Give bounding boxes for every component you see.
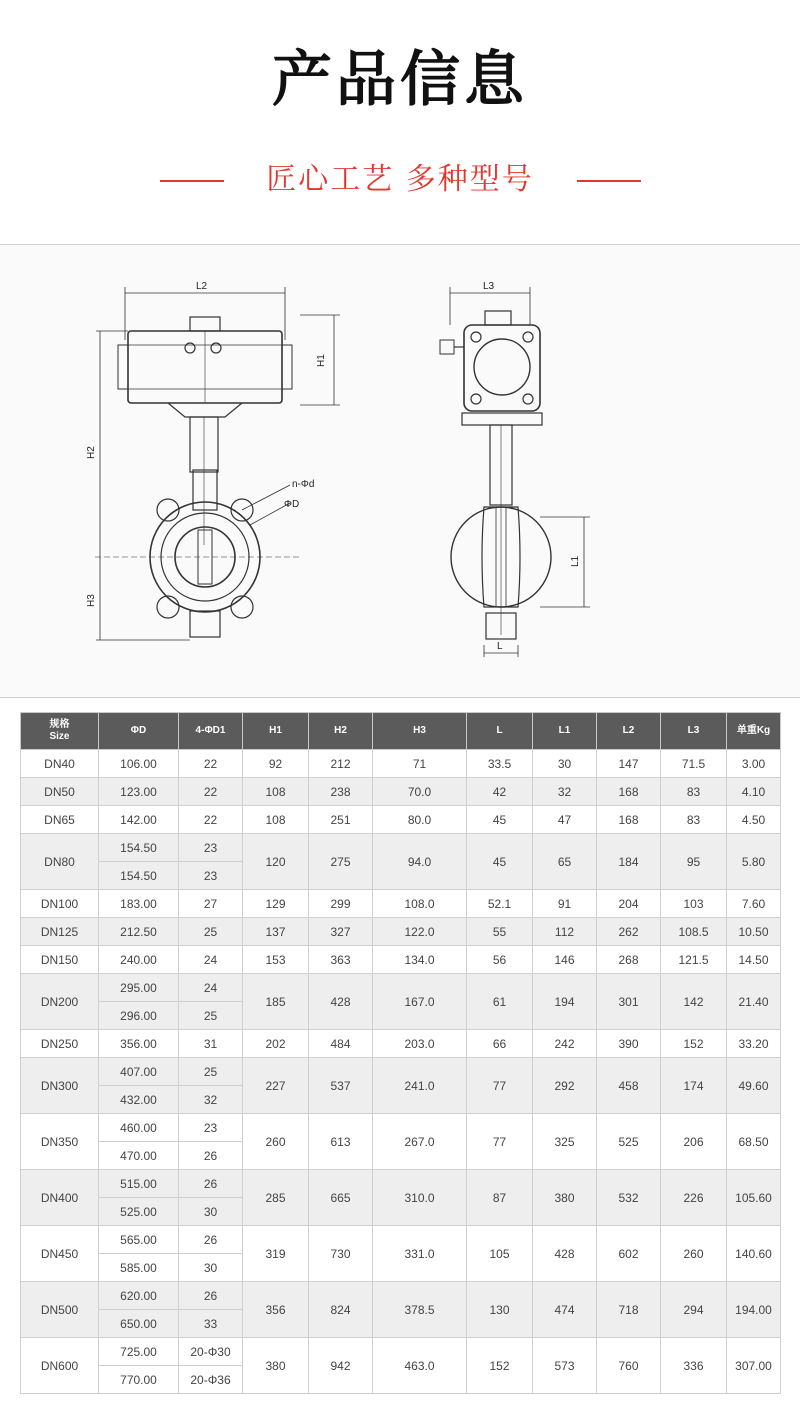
table-cell: 61 <box>467 974 533 1030</box>
table-cell: 268 <box>597 946 661 974</box>
table-cell: 152 <box>661 1030 727 1058</box>
table-cell: 3.00 <box>727 750 781 778</box>
table-cell: DN300 <box>21 1058 99 1114</box>
table-cell: 108 <box>243 806 309 834</box>
header-label: 规格 <box>49 719 70 730</box>
table-cell: 380 <box>243 1338 309 1394</box>
table-cell: 294 <box>661 1282 727 1338</box>
table-cell: 33.20 <box>727 1030 781 1058</box>
table-cell: 327 <box>309 918 373 946</box>
table-row <box>21 1282 781 1310</box>
subtitle-divider-right <box>577 180 641 182</box>
table-cell: 83 <box>661 778 727 806</box>
table-cell: 942 <box>309 1338 373 1394</box>
dim-label-l2: L2 <box>196 281 208 292</box>
table-cell: 267.0 <box>373 1114 467 1170</box>
table-cell: 299 <box>309 890 373 918</box>
table-cell: 27 <box>179 890 243 918</box>
table-cell: 10.50 <box>727 918 781 946</box>
table-cell: 310.0 <box>373 1170 467 1226</box>
table-cell: 25 <box>179 918 243 946</box>
dim-label-h2: H2 <box>86 446 97 459</box>
table-cell: 602 <box>597 1226 661 1282</box>
dim-label-phi-d: ΦD <box>284 499 300 510</box>
table-cell: 20-Φ30 <box>179 1338 243 1366</box>
table-cell: 121.5 <box>661 946 727 974</box>
table-cell: 153 <box>243 946 309 974</box>
table-cell: 105 <box>467 1226 533 1282</box>
table-cell: 4.10 <box>727 778 781 806</box>
dim-label-n-phi-d: n-Φd <box>292 479 315 490</box>
table-cell: 5.80 <box>727 834 781 890</box>
table-cell: 573 <box>533 1338 597 1394</box>
table-cell: DN50 <box>21 778 99 806</box>
table-cell: DN500 <box>21 1282 99 1338</box>
table-cell: 154.50 <box>99 862 179 890</box>
table-cell: 378.5 <box>373 1282 467 1338</box>
table-cell: 285 <box>243 1170 309 1226</box>
table-cell: 336 <box>661 1338 727 1394</box>
table-cell: DN100 <box>21 890 99 918</box>
table-cell: DN450 <box>21 1226 99 1282</box>
table-cell: 45 <box>467 806 533 834</box>
table-cell: 55 <box>467 918 533 946</box>
subtitle-divider-left <box>160 180 224 182</box>
table-cell: 106.00 <box>99 750 179 778</box>
table-cell: 251 <box>309 806 373 834</box>
table-cell: 260 <box>661 1226 727 1282</box>
header-label: H3 <box>413 725 426 736</box>
subtitle-row <box>0 160 800 200</box>
table-cell: 620.00 <box>99 1282 179 1310</box>
table-cell: 242 <box>533 1030 597 1058</box>
table-cell: 613 <box>309 1114 373 1170</box>
table-cell: 56 <box>467 946 533 974</box>
table-header-cell <box>727 713 781 750</box>
header-label: L2 <box>622 725 635 736</box>
table-cell: 4.50 <box>727 806 781 834</box>
table-cell: 275 <box>309 834 373 890</box>
table-cell: 227 <box>243 1058 309 1114</box>
table-cell: 824 <box>309 1282 373 1338</box>
table-cell: 725.00 <box>99 1338 179 1366</box>
table-cell: 515.00 <box>99 1170 179 1198</box>
table-cell: 356.00 <box>99 1030 179 1058</box>
table-cell: 83 <box>661 806 727 834</box>
table-cell: 194.00 <box>727 1282 781 1338</box>
table-cell: 105.60 <box>727 1170 781 1226</box>
dim-label-l: L <box>497 641 503 652</box>
header-label: 单重Kg <box>736 725 771 736</box>
table-cell: 152 <box>467 1338 533 1394</box>
table-cell: 21.40 <box>727 974 781 1030</box>
table-cell: 94.0 <box>373 834 467 890</box>
table-cell: 194 <box>533 974 597 1030</box>
table-header-cell <box>179 713 243 750</box>
table-cell: 226 <box>661 1170 727 1226</box>
table-row <box>21 946 781 974</box>
table-cell: 174 <box>661 1058 727 1114</box>
table-cell: 23 <box>179 862 243 890</box>
table-cell: 22 <box>179 750 243 778</box>
table-cell: 650.00 <box>99 1310 179 1338</box>
table-cell: 122.0 <box>373 918 467 946</box>
header-label: L3 <box>687 725 700 736</box>
table-row <box>21 1170 781 1198</box>
table-body <box>21 750 781 1394</box>
table-cell: DN65 <box>21 806 99 834</box>
table-cell: 108.0 <box>373 890 467 918</box>
table-row <box>21 1058 781 1086</box>
table-cell: DN200 <box>21 974 99 1030</box>
table-cell: 718 <box>597 1282 661 1338</box>
table-cell: 463.0 <box>373 1338 467 1394</box>
table-cell: 262 <box>597 918 661 946</box>
table-cell: 95 <box>661 834 727 890</box>
table-cell: 432.00 <box>99 1086 179 1114</box>
table-cell: 7.60 <box>727 890 781 918</box>
table-cell: DN600 <box>21 1338 99 1394</box>
table-cell: 202 <box>243 1030 309 1058</box>
table-cell: DN40 <box>21 750 99 778</box>
table-header-cell <box>661 713 727 750</box>
table-cell: 319 <box>243 1226 309 1282</box>
table-cell: 123.00 <box>99 778 179 806</box>
table-cell: 532 <box>597 1170 661 1226</box>
table-cell: 470.00 <box>99 1142 179 1170</box>
table-cell: 301 <box>597 974 661 1030</box>
table-cell: 32 <box>533 778 597 806</box>
table-cell: 585.00 <box>99 1254 179 1282</box>
table-cell: 25 <box>179 1002 243 1030</box>
page-title: 产品信息 <box>272 45 528 115</box>
table-cell: 112 <box>533 918 597 946</box>
table-cell: 26 <box>179 1226 243 1254</box>
table-cell: 23 <box>179 834 243 862</box>
table-cell: 24 <box>179 946 243 974</box>
table-cell: 42 <box>467 778 533 806</box>
table-cell: 212.50 <box>99 918 179 946</box>
table-cell: 325 <box>533 1114 597 1170</box>
table-cell: 129 <box>243 890 309 918</box>
table-cell: 52.1 <box>467 890 533 918</box>
table-cell: 356 <box>243 1282 309 1338</box>
table-cell: 203.0 <box>373 1030 467 1058</box>
table-cell: 537 <box>309 1058 373 1114</box>
table-cell: 458 <box>597 1058 661 1114</box>
table-cell: DN250 <box>21 1030 99 1058</box>
table-cell: 91 <box>533 890 597 918</box>
table-cell: 134.0 <box>373 946 467 974</box>
table-header-cell <box>533 713 597 750</box>
header-sublabel: Size <box>49 731 70 742</box>
table-cell: 238 <box>309 778 373 806</box>
table-cell: 307.00 <box>727 1338 781 1394</box>
table-cell: 407.00 <box>99 1058 179 1086</box>
table-row <box>21 806 781 834</box>
table-row <box>21 834 781 862</box>
table-cell: DN150 <box>21 946 99 974</box>
table-cell: 296.00 <box>99 1002 179 1030</box>
table-cell: 168 <box>597 778 661 806</box>
table-cell: DN350 <box>21 1114 99 1170</box>
technical-drawing <box>0 244 800 698</box>
table-header-row <box>21 713 781 750</box>
table-cell: 212 <box>309 750 373 778</box>
table-cell: 241.0 <box>373 1058 467 1114</box>
dim-label-l1: L1 <box>570 555 581 567</box>
table-cell: 14.50 <box>727 946 781 974</box>
table-cell: 108.5 <box>661 918 727 946</box>
table-cell: DN125 <box>21 918 99 946</box>
table-cell: 260 <box>243 1114 309 1170</box>
spec-table <box>20 712 781 1394</box>
table-cell: 168 <box>597 806 661 834</box>
header-label: H2 <box>334 725 347 736</box>
table-row <box>21 1338 781 1366</box>
table-cell: 525 <box>597 1114 661 1170</box>
table-cell: 665 <box>309 1170 373 1226</box>
table-row <box>21 1226 781 1254</box>
table-cell: 460.00 <box>99 1114 179 1142</box>
table-cell: 380 <box>533 1170 597 1226</box>
table-cell: 204 <box>597 890 661 918</box>
page-subtitle: 匠心工艺 多种型号 <box>266 162 534 197</box>
table-cell: 185 <box>243 974 309 1030</box>
table-cell: 33 <box>179 1310 243 1338</box>
table-cell: 147 <box>597 750 661 778</box>
table-row <box>21 750 781 778</box>
table-cell: 30 <box>179 1198 243 1226</box>
table-cell: DN80 <box>21 834 99 890</box>
table-header-cell <box>243 713 309 750</box>
table-cell: 77 <box>467 1058 533 1114</box>
table-cell: 49.60 <box>727 1058 781 1114</box>
table-cell: 184 <box>597 834 661 890</box>
table-cell: 474 <box>533 1282 597 1338</box>
table-cell: 167.0 <box>373 974 467 1030</box>
table-cell: 331.0 <box>373 1226 467 1282</box>
table-cell: 24 <box>179 974 243 1002</box>
header-label: H1 <box>269 725 282 736</box>
table-cell: 45 <box>467 834 533 890</box>
table-cell: 565.00 <box>99 1226 179 1254</box>
table-cell: 760 <box>597 1338 661 1394</box>
table-cell: 206 <box>661 1114 727 1170</box>
table-cell: 292 <box>533 1058 597 1114</box>
table-cell: 80.0 <box>373 806 467 834</box>
table-cell: 30 <box>179 1254 243 1282</box>
table-cell: 68.50 <box>727 1114 781 1170</box>
table-row <box>21 918 781 946</box>
table-cell: 183.00 <box>99 890 179 918</box>
table-cell: 26 <box>179 1142 243 1170</box>
table-header-cell <box>597 713 661 750</box>
table-cell: 77 <box>467 1114 533 1170</box>
dim-label-l3: L3 <box>483 281 495 292</box>
table-row <box>21 1114 781 1142</box>
table-cell: 92 <box>243 750 309 778</box>
table-cell: 142.00 <box>99 806 179 834</box>
header-label: L <box>496 725 503 736</box>
valve-drawing-svg <box>0 245 800 697</box>
table-cell: 26 <box>179 1170 243 1198</box>
table-cell: 120 <box>243 834 309 890</box>
table-cell: 154.50 <box>99 834 179 862</box>
dim-label-h3: H3 <box>86 594 97 607</box>
table-row <box>21 890 781 918</box>
table-cell: 87 <box>467 1170 533 1226</box>
table-cell: 770.00 <box>99 1366 179 1394</box>
table-header-cell <box>309 713 373 750</box>
table-cell: 22 <box>179 778 243 806</box>
table-cell: 25 <box>179 1058 243 1086</box>
table-header-cell <box>467 713 533 750</box>
table-cell: 71 <box>373 750 467 778</box>
header-label: 4-ΦD1 <box>195 725 226 736</box>
table-cell: DN400 <box>21 1170 99 1226</box>
table-cell: 525.00 <box>99 1198 179 1226</box>
table-cell: 140.60 <box>727 1226 781 1282</box>
table-cell: 240.00 <box>99 946 179 974</box>
table-cell: 137 <box>243 918 309 946</box>
table-cell: 130 <box>467 1282 533 1338</box>
table-row <box>21 1030 781 1058</box>
table-cell: 30 <box>533 750 597 778</box>
table-cell: 428 <box>309 974 373 1030</box>
table-cell: 26 <box>179 1282 243 1310</box>
table-cell: 33.5 <box>467 750 533 778</box>
table-cell: 23 <box>179 1114 243 1142</box>
header-label: L1 <box>558 725 571 736</box>
table-row <box>21 974 781 1002</box>
table-cell: 71.5 <box>661 750 727 778</box>
table-header-cell <box>21 713 99 750</box>
table-cell: 390 <box>597 1030 661 1058</box>
table-cell: 20-Φ36 <box>179 1366 243 1394</box>
table-cell: 103 <box>661 890 727 918</box>
table-cell: 47 <box>533 806 597 834</box>
dim-label-h1: H1 <box>316 354 327 367</box>
side-view <box>440 281 590 657</box>
table-cell: 32 <box>179 1086 243 1114</box>
table-cell: 295.00 <box>99 974 179 1002</box>
table-row <box>21 778 781 806</box>
table-cell: 428 <box>533 1226 597 1282</box>
table-header-cell <box>99 713 179 750</box>
front-view <box>86 281 340 640</box>
table-header-cell <box>373 713 467 750</box>
table-cell: 22 <box>179 806 243 834</box>
table-cell: 730 <box>309 1226 373 1282</box>
table-cell: 146 <box>533 946 597 974</box>
table-cell: 363 <box>309 946 373 974</box>
table-cell: 66 <box>467 1030 533 1058</box>
header-label: ΦD <box>130 725 147 736</box>
table-cell: 65 <box>533 834 597 890</box>
table-cell: 484 <box>309 1030 373 1058</box>
table-cell: 70.0 <box>373 778 467 806</box>
table-cell: 142 <box>661 974 727 1030</box>
table-cell: 31 <box>179 1030 243 1058</box>
table-cell: 108 <box>243 778 309 806</box>
